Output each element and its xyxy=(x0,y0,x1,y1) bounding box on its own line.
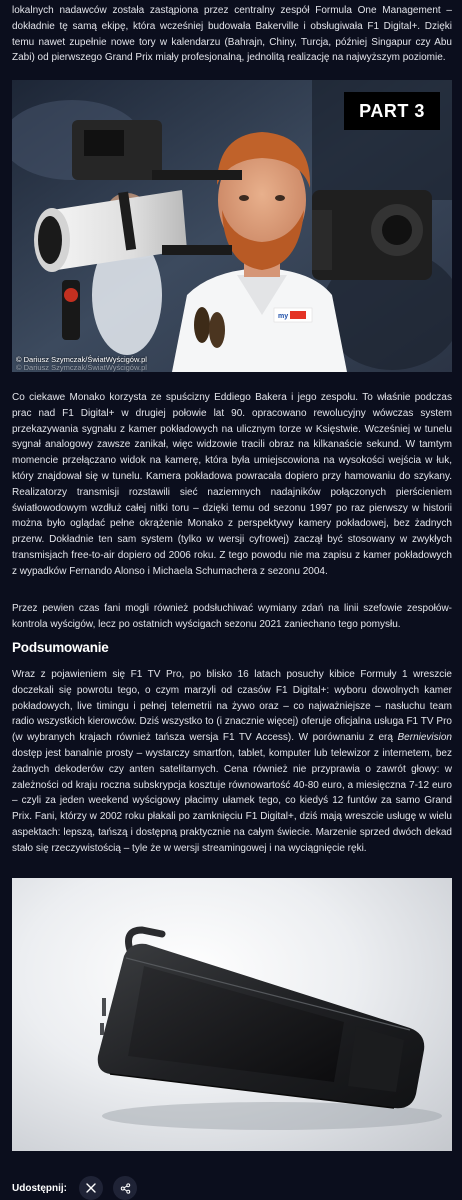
x-logo-icon xyxy=(86,1183,96,1193)
part-badge: PART 3 xyxy=(344,92,440,130)
article-paragraph: lokalnych nadawców została zastąpiona przez centralny zespół Formula One Management – dokładnie tę samą ekipę, która wcześniej budowała Bakerville i obsługiwała F1 Digital+. Dzięki temu nawet zupełnie nowe tory w kalendarzu (Bahrajn, Chiny, Turcja, później Singapur czy Abu Zabi) od pierwszego Grand Prix miały profesjonalną, jednolitą realizację na najwyższym poziomie. xyxy=(12,5,452,64)
photo-credit-duplicate: © Dariusz Szymczak/ŚwiatWyścigów.pl xyxy=(16,363,147,372)
share-button[interactable] xyxy=(113,1176,137,1200)
article-paragraph xyxy=(12,667,452,857)
article-paragraph: Co ciekawe Monako korzysta ze spuścizny Eddiego Bakera i jego zespołu. To właśnie podczas prac nad F1 Digital+ w drugiej połowie lat 90. opracowano rewolucyjny wówczas system przekazywania sygnału z kamer pokładowych na ulicznym torze w Księstwie. Wcześniej w tunelu sygnał analogowy zawsze zanikał, więc widzowie tracili obraz na kilkanaście sekund. W tamtym momencie przełączano widok na kamerę, która była umiejscowiona na wysokości wejścia w łuk, który znajdował się w tunelu. Kamera pokładowa powracała dopiero przy hamowaniu do szykany. Realizatorzy transmisji rozstawili sieć naziemnych nadajników połączonych pierścieniem światłowodowym wzdłuż całej nitki toru – dzięki temu od sezonu 1997 po raz pierwszy w historii można było oglądać pełne okrążenie Monako z perspektywy kamery pokładowej, bez żadnych przerw. Dokładnie ten sam system (tylko w wersji cyfrowej) zaczął być stosowany w zwykłych transmisjach free-to-air dopiero od 2006 roku. Z tego powodu nie ma zapisu z kamer pokładowych z wypadków Fernando Alonso i Michaela Schumachera z sezonu 2004. xyxy=(12,392,452,577)
shirt-logo: my xyxy=(278,313,289,320)
article-photo-device xyxy=(12,878,452,1151)
photo-device-illustration xyxy=(12,878,452,1151)
paragraph-text: Wraz z pojawieniem się F1 TV Pro, po blisko 16 latach posuchy kibice Formuły 1 wreszcie doczekali się powrotu tego, o czym marzyli od czasów F1 Digital+: wyboru dowolnych kamer pokładowych, live timingu i pełnej telemetrii na żywo oraz – co najważniejsze – nasłuchu team radio wszystkich kierowców. Dziś wszystko to (i znacznie więcej) oferuje oficjalna usługa F1 TV Pro (w wybranych krajach również tańsza wersja F1 TV Access). W porównaniu z erą xyxy=(12,669,452,744)
article-paragraph: Przez pewien czas fani mogli również podsłuchiwać wymiany zdań na linii szefowie zespołów-kontrola wyścigów, lecz po ostatnich wyścigach sezonu 2021 zaniechano tego pomysłu. xyxy=(12,603,452,630)
share-icon xyxy=(120,1183,131,1194)
emphasis-text: Bernievision xyxy=(397,732,452,744)
x-share-button[interactable] xyxy=(79,1176,103,1200)
paragraph-text: dostęp jest banalnie prosty – wystarczy smartfon, tablet, komputer lub telewizor z internetem, bez żadnych dekoderów czy anten satelitarnych. Cena również nie przyprawia o zawrót głowy: w zależności od kraju roczna subskrypcja kosztuje równowartość 40-80 euro, a miesięczna 7-12 euro – czyli za jeden weekend wyścigowy płacimy ułamek tego, co kiedyś 12 funtów za samo Grand Prix. Fani, którzy w 2002 roku płakali po zamknięciu F1 Digital+, dziś mają wreszcie usługę w wielu aspektach: lepszą, tańszą i dostępną praktycznie na całym świecie. Marzenie sprzed dwóch dekad stało się rzeczywistością – tyle że w wersji streamingowej i na wyciągnięcie ręki. xyxy=(12,747,452,854)
photo-credit: © Dariusz Szymczak/ŚwiatWyścigów.pl xyxy=(16,355,147,364)
share-bar xyxy=(12,1176,147,1200)
article-photo-cameraman xyxy=(12,80,452,372)
section-heading: Podsumowanie xyxy=(12,640,109,655)
share-label: Udostępnij: xyxy=(12,1182,67,1194)
